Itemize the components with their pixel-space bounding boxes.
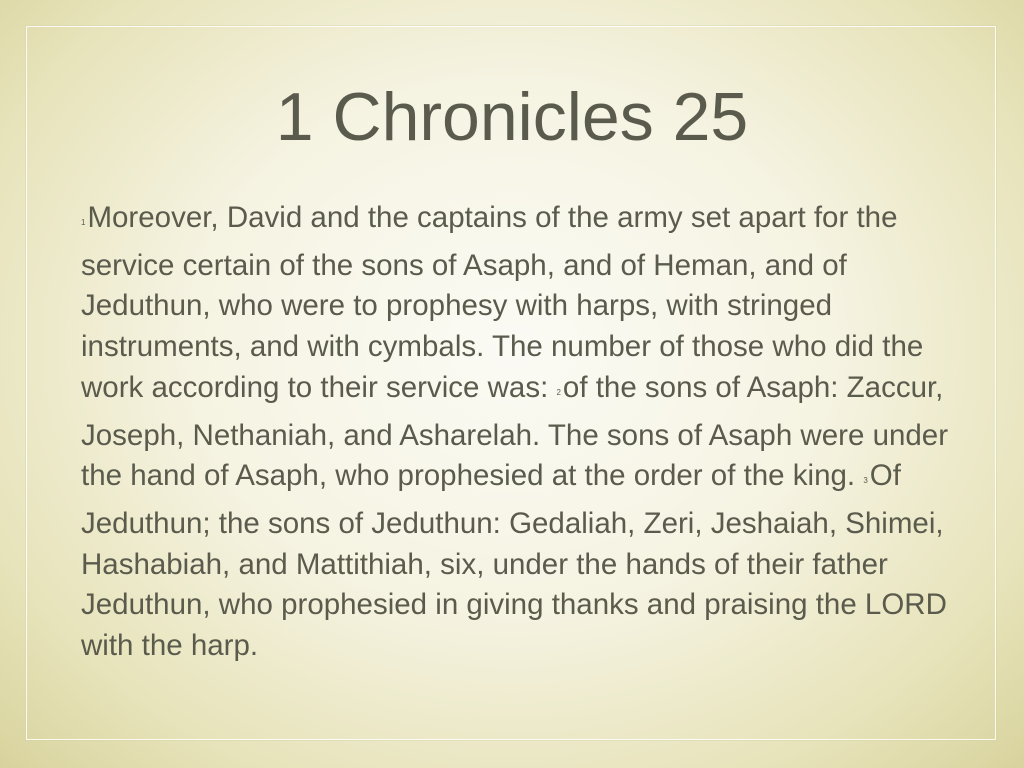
verse-text: Moreover, David and the captains of the army set apart for the service certain of the sons of Asaph, and of Heman, and of Jeduthun, who were to prophesy with harps, with stringed instruments, and with cymbals. The number of those who did the work according to their service was: <box>81 201 924 404</box>
verse-text: of the sons of Asaph: Zaccur, Joseph, Nethaniah, and Asharelah. The sons of Asaph were under the hand of Asaph, who prophesied at the order of the king. <box>81 370 949 493</box>
verse-number: 3 <box>863 476 868 486</box>
verse-number: 1 <box>81 218 86 227</box>
verse-number: 2 <box>556 387 561 397</box>
scripture-passage <box>81 198 961 667</box>
verse-text: Of Jeduthun; the sons of Jeduthun: Gedaliah, Zeri, Jeshaiah, Shimei, Hashabiah, and Mattithiah, six, under the hands of their father Jeduthun, who prophesied in giving thanks and praising the LORD with the harp. <box>81 459 947 663</box>
slide-title: 1 Chronicles 25 <box>275 79 749 155</box>
